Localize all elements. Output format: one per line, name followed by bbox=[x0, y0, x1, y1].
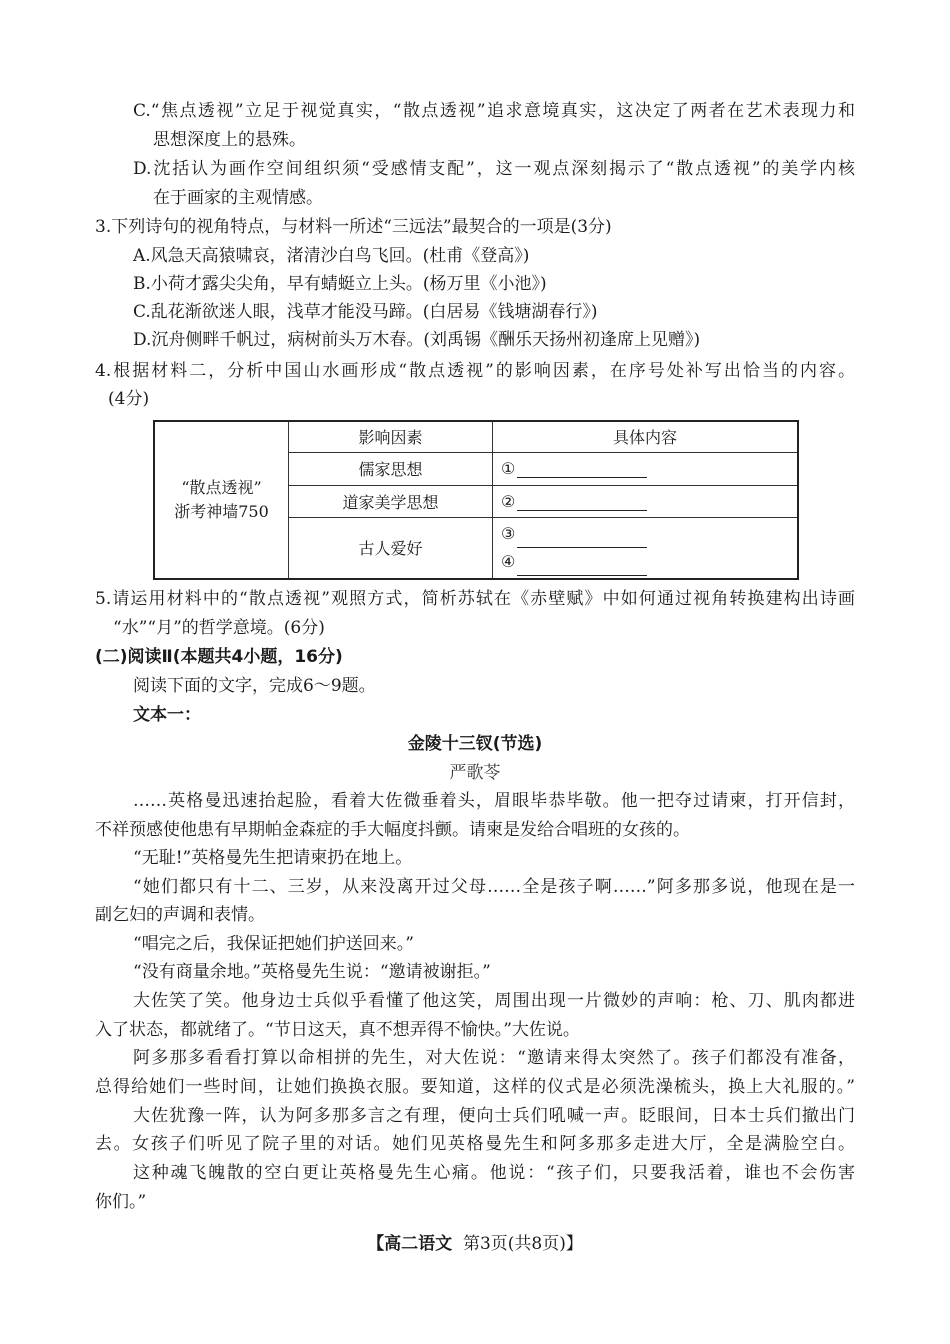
paragraph-line: 阿多那多看看打算以命相拼的先生，对大佐说：“邀请来得太突然了。孩子们都没有准备， bbox=[133, 1048, 855, 1068]
factor-cell: 古人爱好 bbox=[289, 517, 493, 579]
blank-number: ② bbox=[501, 491, 516, 511]
text-line: 在于画家的主观情感。 bbox=[153, 188, 323, 208]
text-line: 思想深度上的悬殊。 bbox=[153, 130, 306, 150]
column-header: 影响因素 bbox=[289, 421, 493, 452]
paragraph-line: 不祥预感使他患有早期帕金森症的手大幅度抖颤。请柬是发给合唱班的女孩的。 bbox=[95, 820, 690, 840]
answer-blank[interactable] bbox=[517, 531, 647, 548]
column-header: 具体内容 bbox=[493, 421, 799, 452]
option-d: D.沉舟侧畔千帆过，病树前头万木春。(刘禹锡《酬乐天扬州初逢席上见赠》) bbox=[133, 330, 701, 350]
paragraph-line: ……英格曼迅速抬起脸，看着大佐微垂着头，眉眼毕恭毕敬。他一把夺过请柬，打开信封， bbox=[133, 791, 855, 811]
paragraph-line: 总得给她们一些时间，让她们换换衣服。要知道，这样的仪式是必须洗澡梳头，换上大礼服的。” bbox=[95, 1077, 855, 1097]
row-header-line: 浙考神墙750 bbox=[174, 502, 269, 521]
answer-blank[interactable] bbox=[517, 494, 647, 511]
paragraph-line: 入了状态，都就绪了。“节日这天，真不想弄得不愉快。”大佐说。 bbox=[95, 1020, 580, 1040]
paragraph-line: “无耻!”英格曼先生把请柬扔在地上。 bbox=[133, 848, 413, 868]
paragraph-line: 大佐笑了笑。他身边士兵似乎看懂了他这笑，周围出现一片微妙的声响：枪、刀、肌肉都进 bbox=[133, 991, 855, 1011]
passage-title: 金陵十三钗(节选) bbox=[407, 734, 543, 754]
option-a: A.风急天高猿啸哀，渚清沙白鸟飞回。(杜甫《登高》) bbox=[133, 246, 530, 266]
table-row-header bbox=[154, 421, 289, 579]
page-footer bbox=[0, 1233, 950, 1255]
answer-blank[interactable] bbox=[517, 461, 647, 478]
paragraph-line: 你们。” bbox=[95, 1192, 147, 1212]
factor-cell: 儒家思想 bbox=[289, 452, 493, 485]
paragraph-line: 这种魂飞魄散的空白更让英格曼先生心痛。他说：“孩子们，只要我活着，谁也不会伤害 bbox=[133, 1163, 855, 1183]
paragraph-line: 副乞妇的声调和表情。 bbox=[95, 905, 265, 925]
text-line: C.“焦点透视”立足于视觉真实，“散点透视”追求意境真实，这决定了两者在艺术表现力和 bbox=[133, 101, 855, 121]
text-label: 文本一： bbox=[133, 705, 201, 725]
blank-number: ① bbox=[501, 459, 516, 478]
blank-number: ④ bbox=[501, 551, 516, 571]
question-stem: “水”“月”的哲学意境。(6分) bbox=[113, 618, 325, 638]
answer-blank[interactable] bbox=[517, 559, 647, 576]
factor-table bbox=[153, 420, 799, 580]
question-stem: 4.根据材料二，分析中国山水画形成“散点透视”的影响因素，在序号处补写出恰当的内容。 bbox=[95, 361, 855, 381]
row-header-line: “散点透视” bbox=[181, 478, 262, 497]
passage-author: 严歌苓 bbox=[449, 763, 501, 783]
section-instruction: 阅读下面的文字，完成6～9题。 bbox=[133, 676, 376, 696]
factor-cell: 道家美学思想 bbox=[289, 485, 493, 517]
blank-number: ③ bbox=[501, 523, 516, 543]
question-stem: 5.请运用材料中的“散点透视”观照方式，简析苏轼在《赤壁赋》中如何通过视角转换建构出诗画 bbox=[95, 589, 855, 609]
option-b: B.小荷才露尖尖角，早有蜻蜓立上头。(杨万里《小池》) bbox=[133, 274, 547, 294]
text-line: D.沈括认为画作空间组织须“受感情支配”，这一观点深刻揭示了“散点透视”的美学内核 bbox=[133, 159, 855, 179]
footer-page-number: 第3页(共8页)】 bbox=[462, 1234, 583, 1254]
paragraph-line: “唱完之后，我保证把她们护送回来。” bbox=[133, 934, 414, 954]
paragraph-line: 去。女孩子们听见了院子里的对话。她们见英格曼先生和阿多那多走进大厅，全是满脸空白。 bbox=[95, 1134, 855, 1154]
paragraph-line: “她们都只有十二、三岁，从来没离开过父母……全是孩子啊……”阿多那多说，他现在是一 bbox=[133, 877, 855, 897]
footer-subject: 【高二语文 bbox=[367, 1234, 453, 1254]
paragraph-line: 大佐犹豫一阵，认为阿多那多言之有理，便向士兵们吼喊一声。眨眼间，日本士兵们撤出门 bbox=[133, 1106, 855, 1126]
paragraph-line: “没有商量余地。”英格曼先生说：“邀请被谢拒。” bbox=[133, 962, 491, 982]
question-stem: 3.下列诗句的视角特点，与材料一所述“三远法”最契合的一项是(3分) bbox=[95, 217, 612, 237]
option-c: C.乱花渐欲迷人眼，浅草才能没马蹄。(白居易《钱塘湖春行》) bbox=[133, 302, 598, 322]
question-score: (4分) bbox=[108, 389, 150, 409]
answer-cell[interactable] bbox=[493, 452, 799, 485]
section-heading: (二)阅读Ⅱ(本题共4小题，16分) bbox=[95, 647, 343, 667]
answer-cell[interactable] bbox=[493, 517, 799, 579]
answer-cell[interactable] bbox=[493, 485, 799, 517]
